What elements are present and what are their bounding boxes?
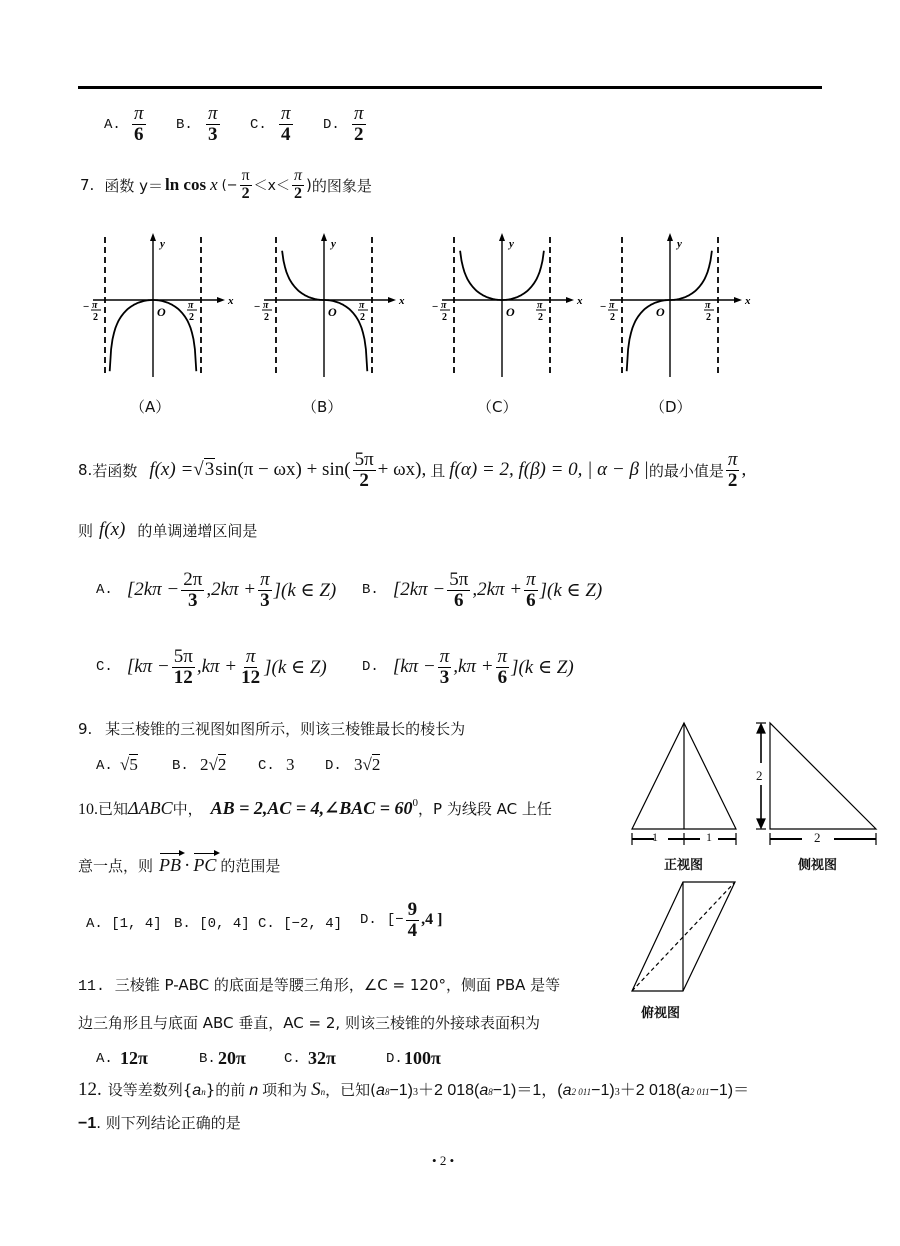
q10-tail: ，P 为线段 AC 上任 xyxy=(418,800,552,818)
origin-label: O xyxy=(506,305,515,319)
q10-line2-suffix: 的范围是 xyxy=(220,857,281,875)
graph-label-b: （B） xyxy=(302,398,343,416)
denominator: 6 xyxy=(134,123,144,145)
denominator: 2 xyxy=(293,184,302,202)
y-axis-arrow-icon xyxy=(321,233,327,241)
y-axis-label: y xyxy=(331,238,336,250)
option-value: [1, 4] xyxy=(111,916,162,932)
front-view xyxy=(632,723,736,845)
tick-pos-num: π xyxy=(537,300,543,311)
denominator: 6 xyxy=(454,589,464,611)
tick-neg-sign: − xyxy=(254,301,261,313)
side-dim-height: 2 xyxy=(756,768,763,783)
question-number: 9. xyxy=(78,720,93,738)
question-number: 10. xyxy=(78,801,98,818)
side-view-caption xyxy=(798,854,837,873)
denominator: 2 xyxy=(727,469,738,491)
interval-open: [2kπ − xyxy=(392,579,446,601)
interval-close: ](k ∈ Z) xyxy=(264,656,327,678)
q11-line1 xyxy=(78,974,560,995)
tick-pos-num: π xyxy=(359,300,365,311)
page-number-value: 2 xyxy=(439,1153,447,1168)
q12-cube: 3 xyxy=(614,1087,620,1098)
interval-mid: ,kπ + xyxy=(196,656,238,678)
coefficient: 3 xyxy=(354,755,363,774)
q10-option-a xyxy=(86,916,162,932)
tick-pos-num: π xyxy=(188,300,194,311)
option-label: D. xyxy=(323,117,340,133)
q8-line2-f: f(x) xyxy=(99,519,126,540)
y-axis-arrow-icon xyxy=(667,233,673,241)
q12-text: }的前 xyxy=(205,1081,246,1099)
q7-range-lower xyxy=(240,168,252,203)
fraction xyxy=(406,900,420,941)
tick-neg-den: 2 xyxy=(93,312,98,323)
option-label: C. xyxy=(284,1051,301,1067)
denominator: 2 xyxy=(359,469,369,491)
y-axis-label: y xyxy=(677,238,682,250)
q12-a2011: a xyxy=(562,1082,572,1099)
fraction xyxy=(258,570,272,611)
coefficient: 2 xyxy=(200,755,209,774)
x-axis-arrow-icon xyxy=(566,297,574,303)
tick-neg-sign: − xyxy=(432,301,439,313)
interval-mid: ,2kπ + xyxy=(472,579,523,601)
question-number: 8. xyxy=(78,461,93,480)
fraction xyxy=(496,647,510,688)
denominator: 2 xyxy=(241,184,250,202)
q8-line2-prefix: 则 xyxy=(78,521,94,540)
arrow-down-icon xyxy=(757,819,765,828)
q8-option-c xyxy=(96,647,327,688)
q12-text: 项和为 xyxy=(262,1081,308,1099)
dot-product: · xyxy=(184,855,191,876)
q12-text: ，已知( xyxy=(325,1081,377,1099)
q12-s-subscript: n xyxy=(320,1087,326,1097)
fraction xyxy=(239,647,262,688)
q8-and: 且 xyxy=(430,461,446,480)
q11-option-b-value: 20π xyxy=(218,1048,246,1068)
q8-option-b xyxy=(362,570,602,611)
numerator: 9 xyxy=(407,899,418,920)
tick-pos-den: 2 xyxy=(538,312,543,323)
q9-option-d-value: 3√2 xyxy=(354,755,381,774)
option-label: D. xyxy=(386,1051,403,1067)
q10-prefix: 已知 xyxy=(98,800,129,818)
tick-neg-den: 2 xyxy=(610,312,615,323)
x-axis-label: x xyxy=(399,295,405,307)
option-label: D. xyxy=(362,659,379,676)
denominator: 3 xyxy=(208,123,218,145)
q6-option-c xyxy=(250,117,267,133)
q12-text: 设等差数列{ xyxy=(107,1081,193,1099)
x-axis-label: x xyxy=(228,295,234,307)
q6-option-b-value xyxy=(206,104,220,145)
numerator: π xyxy=(260,569,270,590)
q9-stem xyxy=(78,718,465,739)
option-value: [0, 4] xyxy=(199,916,250,932)
q11-option-a-value: 12π xyxy=(120,1048,148,1068)
question-number: 11. xyxy=(78,978,106,995)
q12-line2 xyxy=(78,1112,241,1133)
top-view-caption xyxy=(641,1002,680,1021)
q8-option-d xyxy=(362,647,574,688)
numerator: π xyxy=(245,646,256,667)
q12-a2011-subscript: 2 011 xyxy=(571,1087,592,1097)
x-axis-arrow-icon xyxy=(734,297,742,303)
fraction xyxy=(172,647,195,688)
q10-mid: 中， xyxy=(172,800,203,818)
q12-a2011: a xyxy=(681,1082,690,1099)
q7-suffix: 的图象是 xyxy=(311,176,372,195)
page-number: • 2 • xyxy=(432,1153,455,1168)
tick-neg-num: π xyxy=(441,300,447,311)
q6-option-c-value xyxy=(279,104,293,145)
radicand: 3 xyxy=(204,459,215,481)
option-label: A. xyxy=(104,117,121,133)
q9-option-a-value: √5 xyxy=(120,755,138,774)
q11-option-c-value: 32π xyxy=(308,1048,336,1068)
radicand: 2 xyxy=(371,755,381,774)
origin-label: O xyxy=(157,305,166,319)
q11-line2-text: 边三角形且与底面 ABC 垂直，AC = 2, 则该三棱锥的外接球表面积为 xyxy=(78,1014,540,1032)
option-label: B. xyxy=(176,117,193,133)
denominator: 3 xyxy=(260,589,270,611)
q7-variable: x xyxy=(210,175,218,195)
q12-text: −1)＝1，( xyxy=(492,1082,563,1099)
option-label: C. xyxy=(96,659,113,676)
denominator: 2 xyxy=(354,123,364,145)
denominator: 4 xyxy=(407,919,418,941)
interval-close: ,4 ] xyxy=(421,911,443,929)
q10-degree: 0 xyxy=(412,797,418,809)
tick-pos-num: π xyxy=(705,300,711,311)
q8-line2 xyxy=(78,519,257,541)
q12-a8-subscript: 8 xyxy=(488,1087,493,1097)
denominator: 6 xyxy=(526,589,536,611)
q10-option-b xyxy=(174,916,250,932)
denominator: 3 xyxy=(439,666,450,688)
q12-a2011-subscript: 2 011 xyxy=(689,1087,710,1097)
q7-stem xyxy=(80,168,372,203)
denominator: 4 xyxy=(281,123,291,145)
y-axis-label: y xyxy=(160,238,165,250)
front-view-caption xyxy=(664,854,703,873)
caption-text: 俯视图 xyxy=(641,1006,681,1021)
q6-option-d-value xyxy=(352,104,366,145)
fraction xyxy=(524,570,538,611)
q8-min-value xyxy=(726,450,740,491)
numerator: 5π xyxy=(354,449,374,470)
numerator: 2π xyxy=(183,569,203,590)
radicand: 2 xyxy=(217,755,227,774)
caption-text: 正视图 xyxy=(664,858,704,873)
graph-label-d: （D） xyxy=(650,398,692,416)
tick-pos-den: 2 xyxy=(706,312,711,323)
q12-text: −1) xyxy=(591,1082,615,1099)
x-axis-arrow-icon xyxy=(217,297,225,303)
option-label: B. xyxy=(174,916,191,932)
numerator: π xyxy=(727,449,738,470)
front-dim-right: 1 xyxy=(706,830,712,844)
q9-text: 某三棱锥的三视图如图所示，则该三棱锥最长的棱长为 xyxy=(105,720,466,738)
q12-a8: a xyxy=(376,1082,385,1099)
option-label: A. xyxy=(96,758,113,774)
y-axis-arrow-icon xyxy=(150,233,156,241)
arrow-up-icon xyxy=(757,724,765,733)
tick-neg-den: 2 xyxy=(442,312,447,323)
q7-function: ln cos xyxy=(164,175,207,195)
fraction xyxy=(438,647,452,688)
y-axis-arrow-icon xyxy=(499,233,505,241)
numerator: 5π xyxy=(173,646,193,667)
option-label: D. xyxy=(325,758,342,774)
fraction xyxy=(181,570,204,611)
numerator: π xyxy=(526,569,536,590)
q11-line1-text: 三棱锥 P-ABC 的底面是等腰三角形，∠C = 120°，侧面 PBA 是等 xyxy=(114,976,561,994)
tick-pos-den: 2 xyxy=(360,312,365,323)
q8-term2: + ωx), xyxy=(377,459,427,481)
q12-a-subscript: n xyxy=(201,1087,206,1097)
option-label: A. xyxy=(96,582,113,599)
side-view-triangle xyxy=(770,723,876,829)
numerator: π xyxy=(354,103,364,124)
q10-line2-prefix: 意一点，则 xyxy=(78,857,154,875)
q9-option-b-value: 2√2 xyxy=(200,755,227,774)
origin-label: O xyxy=(656,305,665,319)
q11-option-d-value: 100π xyxy=(404,1048,441,1068)
radicand: 5 xyxy=(129,755,138,774)
vector-pc: PC xyxy=(193,855,217,875)
option-label: B. xyxy=(199,1051,216,1067)
option-label: B. xyxy=(172,758,189,774)
numerator: π xyxy=(241,167,250,184)
q8-line2-suffix: 的单调递增区间是 xyxy=(137,521,258,540)
q12-a8: a xyxy=(479,1082,489,1099)
q8-term1: sin(π − ωx) + sin( xyxy=(215,459,351,481)
q12-line2-text: . 则下列结论正确的是 xyxy=(96,1114,241,1132)
tick-neg-sign: − xyxy=(600,301,607,313)
fraction xyxy=(447,570,470,611)
tick-neg-num: π xyxy=(92,300,98,311)
numerator: π xyxy=(208,103,218,124)
front-dim-left: 1 xyxy=(652,830,658,844)
option-label: C. xyxy=(250,117,267,133)
q11-line2 xyxy=(78,1012,540,1033)
q7-range-upper xyxy=(292,168,304,203)
q10-given: AB = 2,AC = 4,∠BAC = 60 xyxy=(210,798,413,818)
q8-option-a xyxy=(96,570,336,611)
y-axis-label: y xyxy=(509,238,514,250)
q12-cube: 3 xyxy=(413,1087,419,1098)
interval-mid: ,kπ + xyxy=(453,656,494,678)
q7-graphs xyxy=(0,225,900,425)
option-label: C. xyxy=(258,758,275,774)
numerator: π xyxy=(439,646,450,667)
numerator: π xyxy=(497,646,508,667)
three-view-figure xyxy=(620,715,890,1035)
q8-sqrt3: √3 xyxy=(193,459,215,481)
origin-label: O xyxy=(328,305,337,319)
tick-neg-num: π xyxy=(263,300,269,311)
q8-prefix: 若函数 xyxy=(92,461,138,480)
interval-open: [kπ − xyxy=(126,656,170,678)
q6-option-a-value xyxy=(132,104,146,145)
top-view xyxy=(632,882,735,991)
q7-range-mid: ＜x＜ xyxy=(253,178,290,195)
x-axis-label: x xyxy=(577,295,583,307)
q12-n: n xyxy=(249,1082,259,1099)
side-dim-base: 2 xyxy=(814,830,821,845)
q9-option-c-value: 3 xyxy=(286,755,295,774)
q6-option-a xyxy=(104,117,121,133)
interval-open: [2kπ − xyxy=(126,579,180,601)
q8-min-text: 的最小值是 xyxy=(648,461,724,480)
tick-neg-den: 2 xyxy=(264,312,269,323)
q6-option-b xyxy=(176,117,193,133)
x-axis-label: x xyxy=(745,295,751,307)
denominator: 12 xyxy=(173,666,193,688)
x-axis-arrow-icon xyxy=(388,297,396,303)
q12-line1 xyxy=(78,1077,749,1101)
q10-triangle: ΔABC xyxy=(128,798,173,818)
graph-label-a: （A） xyxy=(130,398,171,416)
graph-label-c: （C） xyxy=(477,398,518,416)
q12-s: S xyxy=(311,1079,321,1100)
interval-close: ](k ∈ Z) xyxy=(273,579,337,601)
option-value: [−2, 4] xyxy=(283,916,343,932)
q7-range-open: (− xyxy=(221,177,238,193)
q8-f-lhs: f(x) = xyxy=(149,459,194,481)
vector-pb: PB xyxy=(159,855,182,875)
question-number: 12. xyxy=(78,1079,102,1100)
q10-stem xyxy=(78,798,552,819)
q12-a: a xyxy=(192,1082,202,1099)
q10-line2 xyxy=(78,855,280,877)
q8-conditions: f(α) = 2, f(β) = 0, | α − β | xyxy=(449,459,649,481)
tick-neg-num: π xyxy=(609,300,615,311)
question-number: 7. xyxy=(80,176,95,195)
tick-neg-sign: − xyxy=(83,301,90,313)
option-label: C. xyxy=(258,916,275,932)
header-rule xyxy=(78,86,822,89)
numerator: π xyxy=(134,103,144,124)
option-label: B. xyxy=(362,582,379,599)
numerator: 5π xyxy=(449,569,469,590)
q12-a8-subscript: 8 xyxy=(384,1087,390,1097)
tick-pos-den: 2 xyxy=(189,312,194,323)
numerator: π xyxy=(281,103,291,124)
q7-range-close: ) xyxy=(305,176,312,195)
function-curve xyxy=(282,251,367,371)
numerator: π xyxy=(293,167,302,184)
q6-option-d xyxy=(323,117,340,133)
side-view xyxy=(756,723,876,845)
q8-frac-5pi-2 xyxy=(353,450,376,491)
denominator: 6 xyxy=(497,666,508,688)
q12-text: −1)＝ xyxy=(709,1082,750,1099)
interval-close: ](k ∈ Z) xyxy=(539,579,603,601)
denominator: 3 xyxy=(188,589,198,611)
q10-option-d xyxy=(360,900,442,941)
option-label: A. xyxy=(96,1051,113,1067)
q10-option-c xyxy=(258,916,342,932)
interval-mid: ,2kπ + xyxy=(206,579,257,601)
q12-text: ＋2 018( xyxy=(418,1082,480,1099)
option-label: A. xyxy=(86,916,103,932)
denominator: 12 xyxy=(241,666,261,688)
interval-close: ](k ∈ Z) xyxy=(511,656,574,678)
q12-text: ＋2 018( xyxy=(619,1082,682,1099)
q7-prefix: 函数 y＝ xyxy=(104,176,163,195)
caption-text: 侧视图 xyxy=(798,858,838,873)
q12-line2-value: −1 xyxy=(78,1115,97,1132)
option-label: D. xyxy=(360,912,377,929)
q8-stem: 8. 若函数 f(x) = √3 sin(π − ωx) + sin( $\frac{5\pi}{2}$ + ωx), 且 f(α) = 2, f(β) = 0, | α − β | 的最小值是 $\frac{\pi}{2}$ , xyxy=(78,449,747,491)
interval-open: [kπ − xyxy=(392,656,436,678)
q12-text: −1) xyxy=(389,1082,414,1099)
interval-open: [− xyxy=(386,912,404,929)
